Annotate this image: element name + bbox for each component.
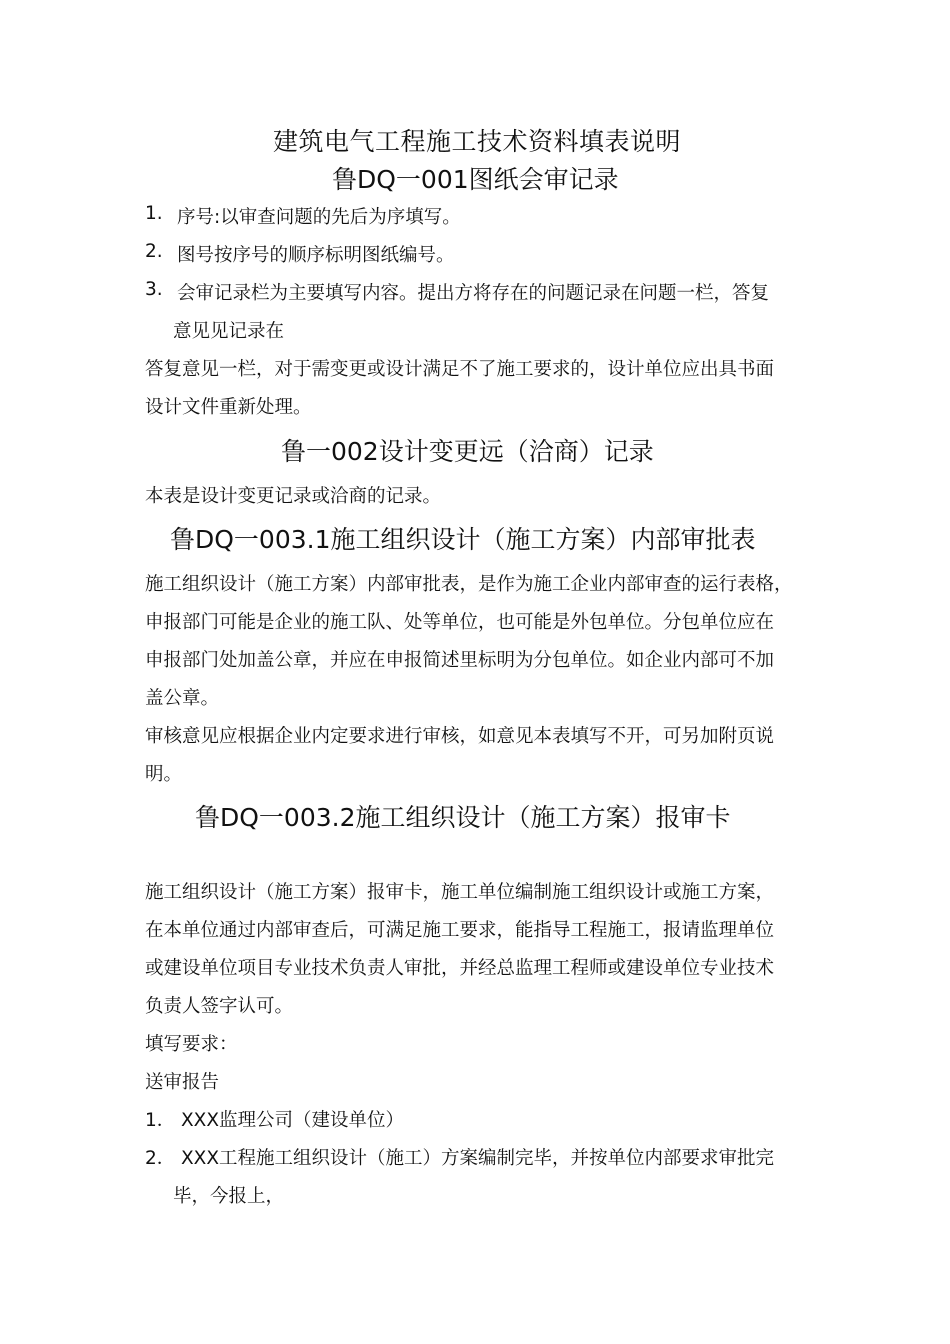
list-item-text-continued: 意见见记录在 (173, 321, 285, 342)
list-item-number: 2． (145, 1148, 176, 1169)
section-heading-001: 鲁DQ一001图纸会审记录 (332, 165, 619, 194)
paragraph-line: 答复意见一栏，对于需变更或设计满足不了施工要求的，设计单位应出具书面 (145, 359, 775, 380)
paragraph-line: 盖公章。 (145, 688, 220, 709)
paragraph-line: 施工组织设计（施工方案）内部审批表，是作为施工企业内部审查的运行表格， (145, 574, 793, 595)
paragraph-line: 施工组织设计（施工方案）报审卡，施工单位编制施工组织设计或施工方案， (145, 882, 775, 903)
list-item-text: XXX监理公司（建设单位） (181, 1110, 405, 1131)
paragraph-line: 或建设单位项目专业技术负责人审批，并经总监理工程师或建设单位专业技术 (145, 958, 775, 979)
document-title: 建筑电气工程施工技术资料填表说明 (273, 127, 682, 156)
paragraph-line: 在本单位通过内部审查后，可满足施工要求，能指导工程施工，报请监理单位 (145, 920, 775, 941)
paragraph-line: 申报部门可能是企业的施工队、处等单位，也可能是外包单位。分包单位应在 (145, 612, 775, 633)
list-item-number: 1． (145, 1110, 176, 1131)
list-item-number: 3. (145, 279, 163, 300)
paragraph-line: 设计文件重新处理。 (145, 397, 312, 418)
paragraph-line: 负责人签字认可。 (145, 996, 294, 1017)
section-heading-003-2: 鲁DQ一003.2施工组织设计（施工方案）报审卡 (195, 803, 731, 832)
paragraph-line: 送审报告 (145, 1072, 220, 1093)
section-heading-002: 鲁一002设计变更远（洽商）记录 (281, 437, 654, 466)
paragraph-line: 本表是设计变更记录或洽商的记录。 (145, 486, 442, 507)
paragraph-line: 申报部门处加盖公章，并应在申报简述里标明为分包单位。如企业内部可不加 (145, 650, 775, 671)
list-item-text: 会审记录栏为主要填写内容。提出方将存在的问题记录在问题一栏，答复 (177, 283, 770, 304)
paragraph-line: 填写要求： (145, 1034, 238, 1055)
list-item-text-continued: 毕，今报上， (173, 1186, 285, 1207)
list-item-number: 1. (145, 203, 163, 224)
paragraph-line: 审核意见应根据企业内定要求进行审核，如意见本表填写不开，可另加附页说 (145, 726, 775, 747)
paragraph-line: 明。 (145, 764, 183, 785)
list-item-number: 2. (145, 241, 163, 262)
section-heading-003-1: 鲁DQ一003.1施工组织设计（施工方案）内部审批表 (170, 525, 756, 554)
list-item-text: XXX工程施工组织设计（施工）方案编制完毕，并按单位内部要求审批完 (181, 1148, 775, 1169)
list-item-text: 序号:以审查问题的先后为序填写。 (177, 207, 461, 228)
list-item-text: 图号按序号的顺序标明图纸编号。 (177, 245, 455, 266)
